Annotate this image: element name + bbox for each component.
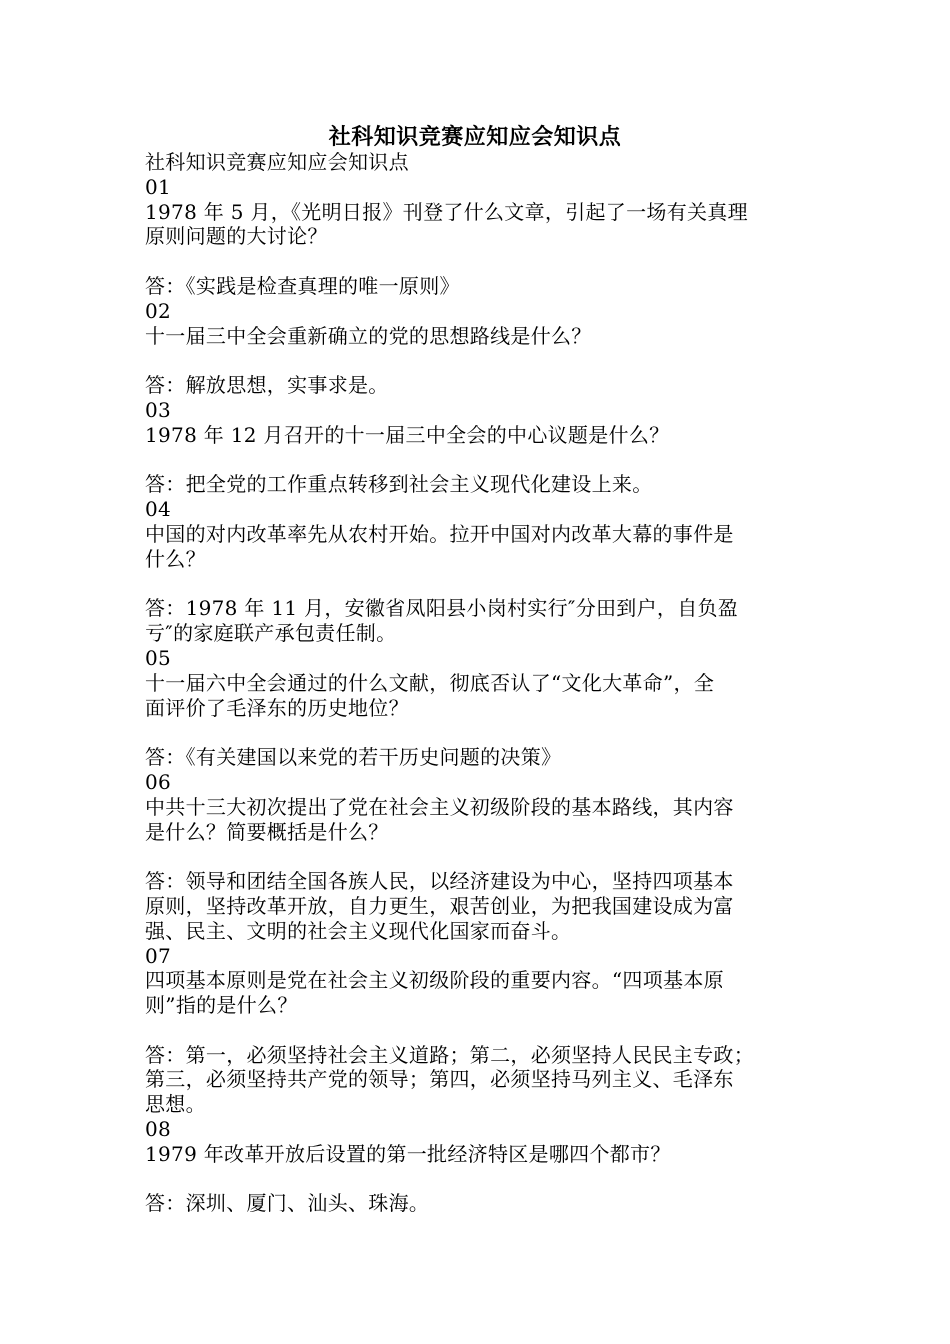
document-body [145, 150, 805, 1216]
question-line: 则”指的是什么？ [145, 993, 298, 1018]
qa-item [145, 1117, 805, 1216]
answer-line: 强、民主、文明的社会主义现代化国家而奋斗。 [145, 918, 572, 943]
blank-line [145, 448, 805, 473]
answer-line: 答：1978 年 11 月，安徽省凤阳县小岗村实行″分田到户，自负盈 [145, 596, 739, 621]
question-number: 02 [145, 298, 172, 323]
question-line: 什么？ [145, 546, 206, 571]
question-line: 是什么？简要概括是什么？ [145, 819, 389, 844]
question-line: 十一届三中全会重新确立的党的思想路线是什么？ [145, 323, 592, 348]
answer-line: 答：第一，必须坚持社会主义道路；第二，必须坚持人民民主专政； [145, 1042, 754, 1067]
qa-item [145, 299, 805, 398]
qa-item [145, 497, 805, 646]
question-line: 1979 年改革开放后设置的第一批经济特区是哪四个都市？ [145, 1141, 671, 1166]
answer-line: 答：深圳、厦门、汕头、珠海。 [145, 1191, 430, 1216]
question-number: 01 [145, 174, 172, 199]
answer-line: 答：把全党的工作重点转移到社会主义现代化建设上来。 [145, 472, 653, 497]
question-line: 四项基本原则是党在社会主义初级阶段的重要内容。“四项基本原 [145, 968, 724, 993]
question-line: 原则问题的大讨论？ [145, 224, 328, 249]
answer-line: 答：领导和团结全国各族人民，以经济建设为中心，坚持四项基本 [145, 869, 734, 894]
qa-item [145, 175, 805, 299]
question-number: 06 [145, 769, 172, 794]
qa-item [145, 646, 805, 770]
question-line: 1978 年 12 月召开的十一届三中全会的中心议题是什么？ [145, 422, 670, 447]
question-number: 05 [145, 645, 172, 670]
blank-line [145, 1167, 805, 1192]
answer-line: 答：解放思想，实事求是。 [145, 373, 389, 398]
answer-line: 原则，坚持改革开放，自力更生，艰苦创业，为把我国建设成为富 [145, 893, 734, 918]
qa-item [145, 770, 805, 944]
answer-line: 第三，必须坚持共产党的领导；第四，必须坚持马列主义、毛泽东 [145, 1067, 734, 1092]
question-line: 十一届六中全会通过的什么文献，彻底否认了“文化大革命”，全 [145, 670, 715, 695]
answer-line: 亏″的家庭联产承包责任制。 [145, 621, 397, 646]
blank-line [145, 348, 805, 373]
document-subtitle: 社科知识竞赛应知应会知识点 [145, 150, 409, 174]
blank-line [145, 844, 805, 869]
answer-line: 答：《有关建国以来党的若干历史问题的决策》 [145, 745, 562, 770]
blank-line [145, 249, 805, 274]
blank-line [145, 720, 805, 745]
qa-item [145, 944, 805, 1118]
question-line: 中共十三大初次提出了党在社会主义初级阶段的基本路线，其内容 [145, 794, 734, 819]
blank-line [145, 1018, 805, 1043]
question-number: 03 [145, 397, 172, 422]
answer-line: 答：《实践是检查真理的唯一原则》 [145, 273, 460, 298]
answer-line: 思想。 [145, 1092, 206, 1117]
question-number: 08 [145, 1117, 172, 1142]
document-title: 社科知识竞赛应知应会知识点 [328, 124, 622, 150]
qa-item [145, 398, 805, 497]
question-line: 中国的对内改革率先从农村开始。拉开中国对内改革大幕的事件是 [145, 521, 734, 546]
question-line: 1978 年 5 月，《光明日报》刊登了什么文章，引起了一场有关真理 [145, 199, 748, 224]
blank-line [145, 572, 805, 597]
question-number: 04 [145, 497, 172, 522]
question-line: 面评价了毛泽东的历史地位？ [145, 695, 409, 720]
question-number: 07 [145, 943, 172, 968]
